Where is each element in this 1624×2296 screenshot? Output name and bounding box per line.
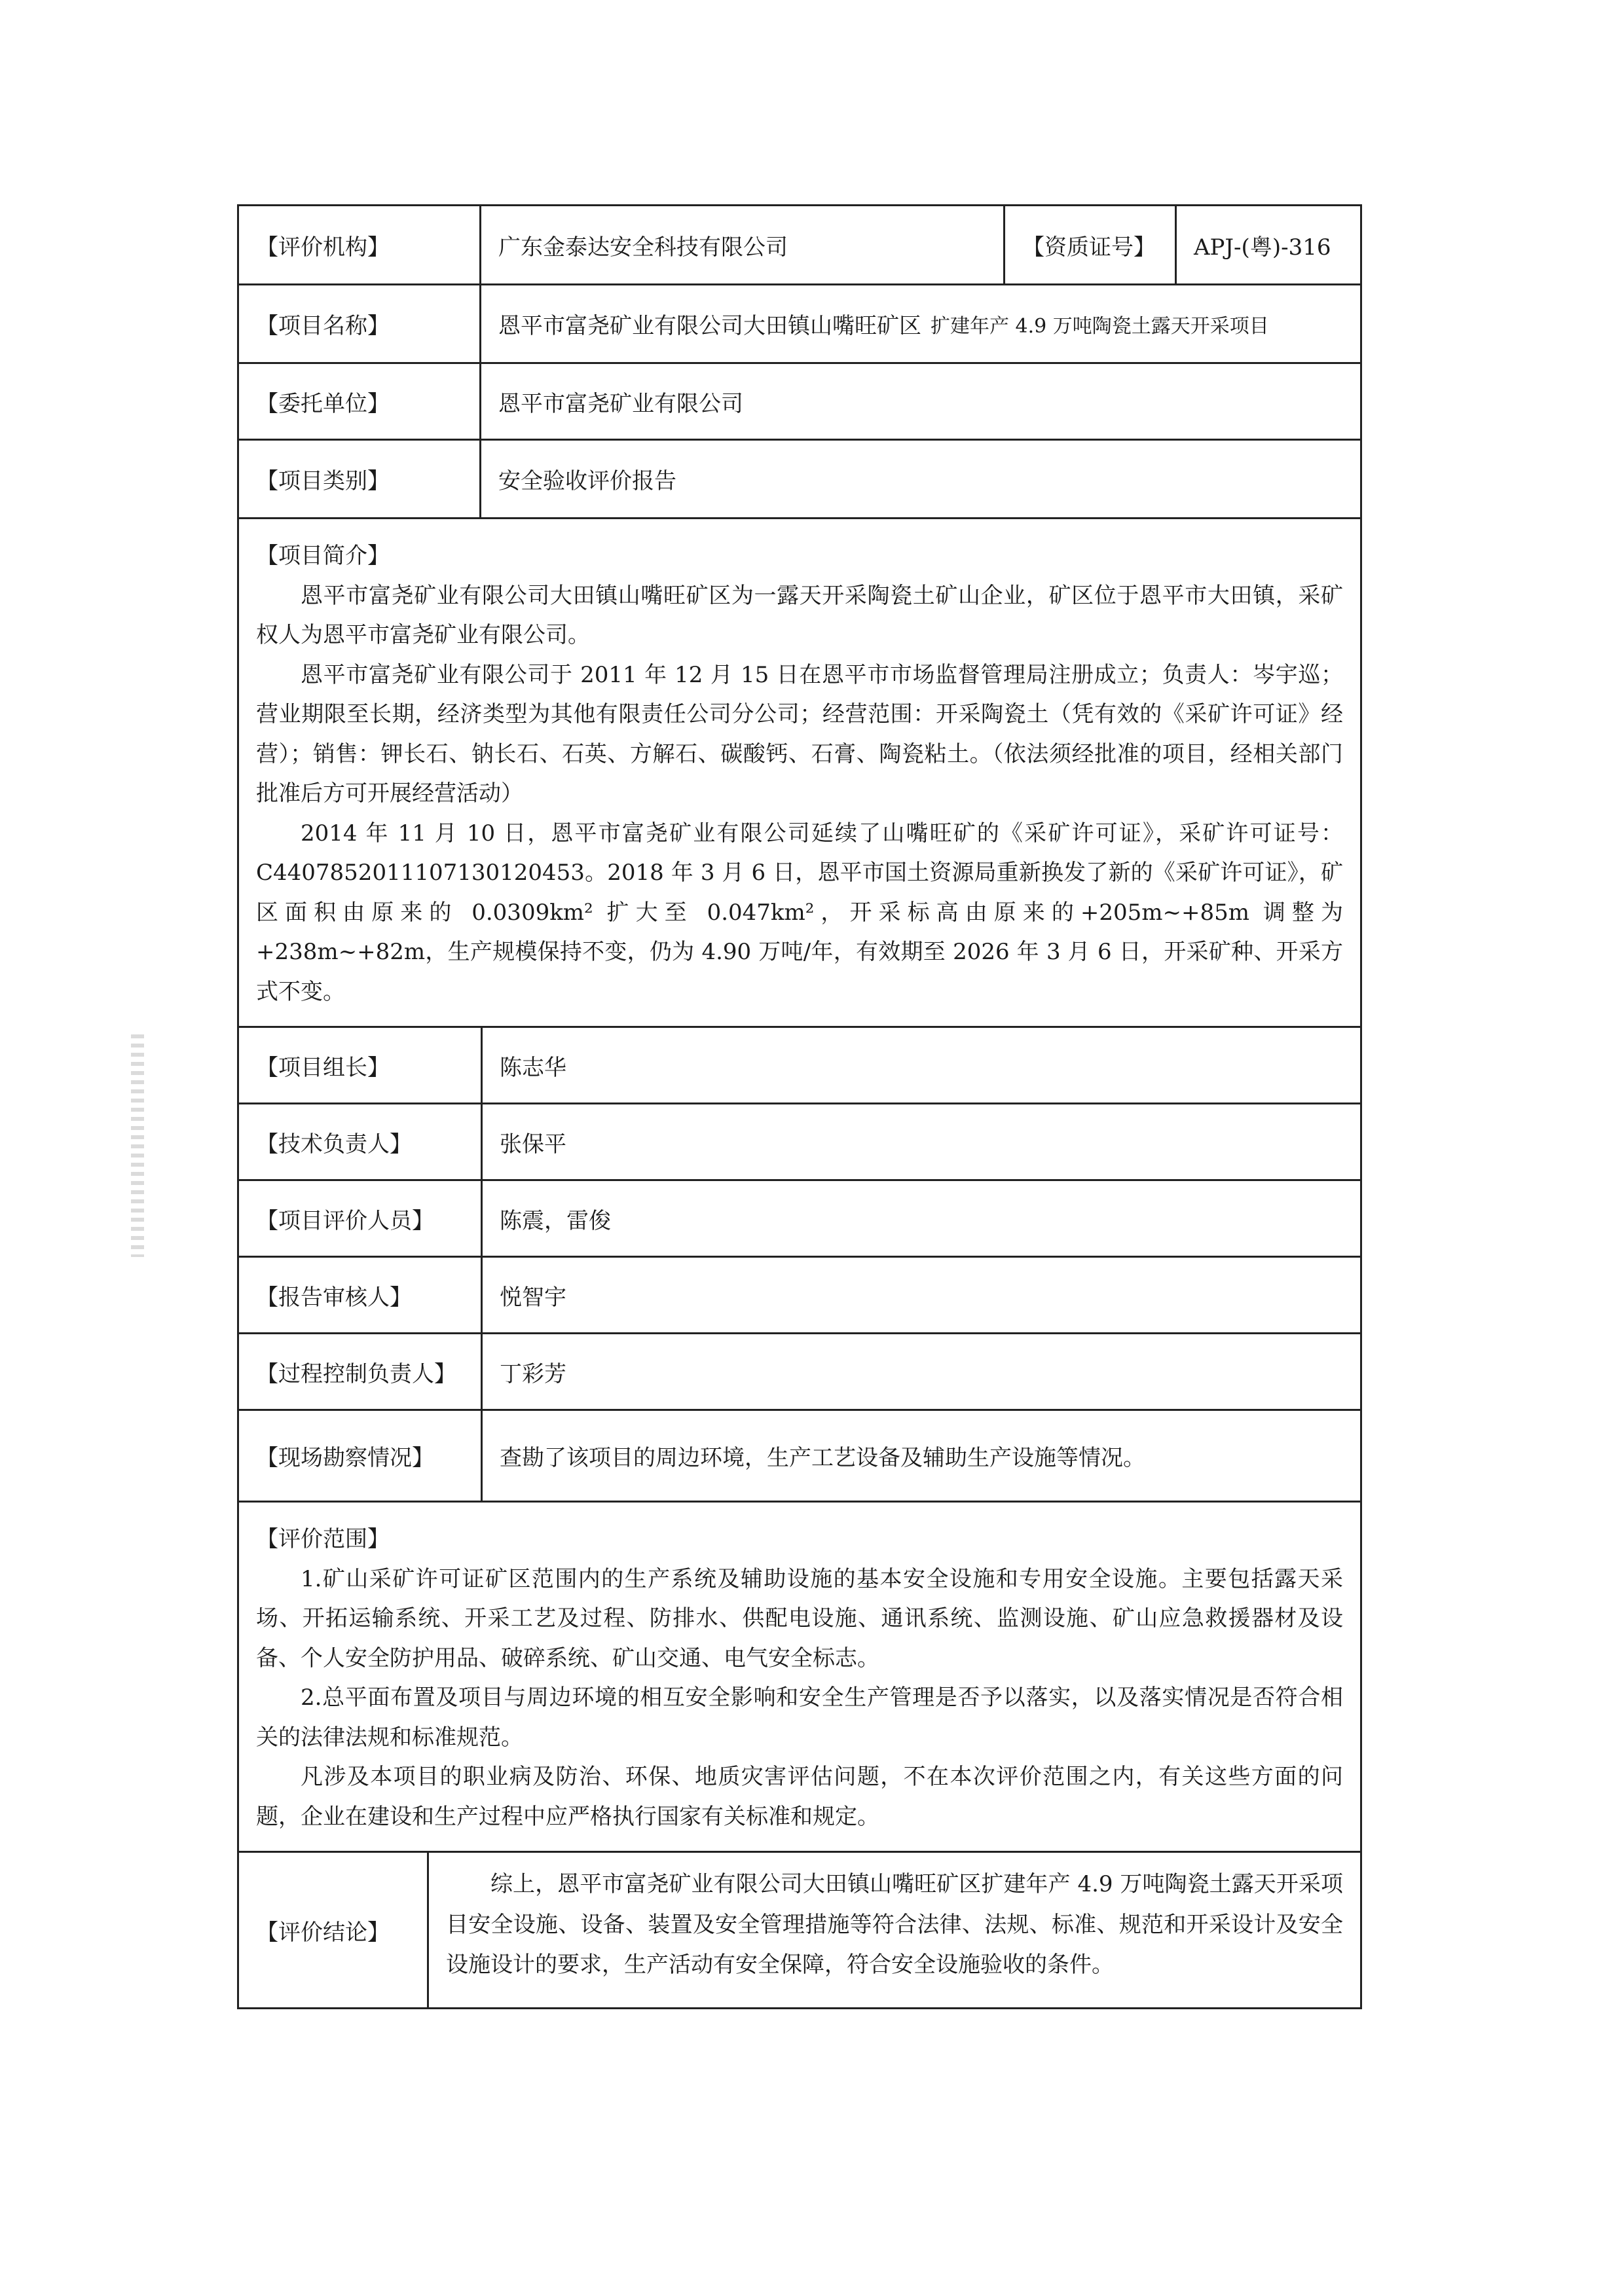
project-name-sub: 扩建年产 4.9 万吨陶瓷土露天开采项目 [931, 314, 1269, 338]
tech-lead-value: 张保平 [500, 1131, 566, 1157]
intro-paragraph: 2014 年 11 月 10 日，恩平市富尧矿业有限公司延续了山嘴旺矿的《采矿许可证》，采矿许可证号：C4407852011107130120453。2018 年 3 月 6 日，恩平市国土资源局重新换发了新的《采矿许可证》，矿区面积由原来的 0.0309km² 扩大至 0.047km²，开采标高由原来的+205m~+85m 调整为+238m~+82m，生产规模保持不变，仍为 4.90 万吨/年，有效期至 2026 年 3 月 6 日，开采矿种、开采方式不变。 [256, 820, 1343, 1005]
process-control-label: 【过程控制负责人】 [239, 1334, 483, 1409]
intro-block [239, 519, 1360, 1026]
conclusion-text: 综上，恩平市富尧矿业有限公司大田镇山嘴旺矿区扩建年产 4.9 万吨陶瓷土露天开采项目安全设施、设备、装置及安全管理措施等符合法律、法规、标准、规范和开采设计及安全设施设计的要求，生产活动有安全保障，符合安全设施验收的条件。 [446, 1871, 1343, 1978]
scope-paragraph: 1.矿山采矿许可证矿区范围内的生产系统及辅助设施的基本安全设施和专用安全设施。主要包括露天采场、开拓运输系统、开采工艺及过程、防排水、供配电设施、通讯系统、监测设施、矿山应急救援器材及设备、个人安全防护用品、破碎系统、矿山交通、电气安全标志。 [256, 1565, 1343, 1671]
client-value: 恩平市富尧矿业有限公司 [498, 390, 743, 417]
org-label: 【评价机构】 [239, 206, 481, 283]
intro-row [239, 519, 1360, 1028]
team-row [239, 1258, 1360, 1334]
site-label: 【现场勘察情况】 [239, 1411, 483, 1501]
team-leader-label: 【项目组长】 [239, 1028, 483, 1102]
team-row [239, 1181, 1360, 1258]
evaluation-summary-table [237, 204, 1362, 2009]
tech-lead-label: 【技术负责人】 [239, 1104, 483, 1179]
team-leader-value: 陈志华 [500, 1054, 566, 1081]
team-row [239, 1104, 1360, 1181]
scan-edge-mark [131, 1034, 144, 1257]
project-name-value [481, 285, 1360, 362]
site-row [239, 1411, 1360, 1503]
project-name-main: 恩平市富尧矿业有限公司大田镇山嘴旺矿区 [498, 313, 921, 339]
site-value: 查勘了该项目的周边环境，生产工艺设备及辅助生产设施等情况。 [500, 1445, 1145, 1472]
scope-paragraph: 2.总平面布置及项目与周边环境的相互安全影响和安全生产管理是否予以落实，以及落实情况是否符合相关的法律法规和标准规范。 [256, 1685, 1343, 1751]
client-row [239, 364, 1360, 441]
client-label: 【委托单位】 [239, 364, 481, 439]
conclusion-body [429, 1853, 1360, 2007]
evaluators-label: 【项目评价人员】 [239, 1181, 483, 1256]
intro-heading: 【项目简介】 [256, 543, 390, 569]
project-name-row [239, 285, 1360, 364]
project-name-label: 【项目名称】 [239, 285, 481, 362]
evaluators-value: 陈震，雷俊 [500, 1207, 611, 1234]
team-row [239, 1028, 1360, 1104]
scope-heading: 【评价范围】 [256, 1526, 390, 1553]
category-value: 安全验收评价报告 [498, 468, 676, 494]
org-value: 广东金泰达安全科技有限公司 [481, 206, 1005, 283]
process-control-value: 丁彩芳 [500, 1360, 566, 1387]
org-row [239, 206, 1360, 285]
scope-row [239, 1503, 1360, 1853]
scope-paragraph: 凡涉及本项目的职业病及防治、环保、地质灾害评估问题，不在本次评价范围之内，有关这些方面的问题，企业在建设和生产过程中应严格执行国家有关标准和规定。 [256, 1764, 1343, 1830]
conclusion-label: 【评价结论】 [239, 1853, 429, 2007]
reviewer-value: 悦智宇 [500, 1284, 566, 1311]
intro-paragraph: 恩平市富尧矿业有限公司于 2011 年 12 月 15 日在恩平市市场监督管理局注册成立；负责人：岑宇巡；营业期限至长期，经济类型为其他有限责任公司分公司；经营范围：开采陶瓷土（凭有效的《采矿许可证》经营）；销售：钾长石、钠长石、石英、方解石、碳酸钙、石膏、陶瓷粘土。（依法须经批准的项目，经相关部门批准后方可开展经营活动） [256, 661, 1343, 807]
scope-block [239, 1503, 1360, 1851]
category-row [239, 441, 1360, 519]
reviewer-label: 【报告审核人】 [239, 1258, 483, 1332]
cert-label: 【资质证号】 [1005, 206, 1177, 283]
cert-value: APJ-(粤)-316 [1194, 234, 1331, 261]
team-row [239, 1334, 1360, 1411]
category-label: 【项目类别】 [239, 441, 481, 517]
intro-paragraph: 恩平市富尧矿业有限公司大田镇山嘴旺矿区为一露天开采陶瓷土矿山企业，矿区位于恩平市大田镇，采矿权人为恩平市富尧矿业有限公司。 [256, 582, 1343, 649]
conclusion-row [239, 1853, 1360, 2007]
